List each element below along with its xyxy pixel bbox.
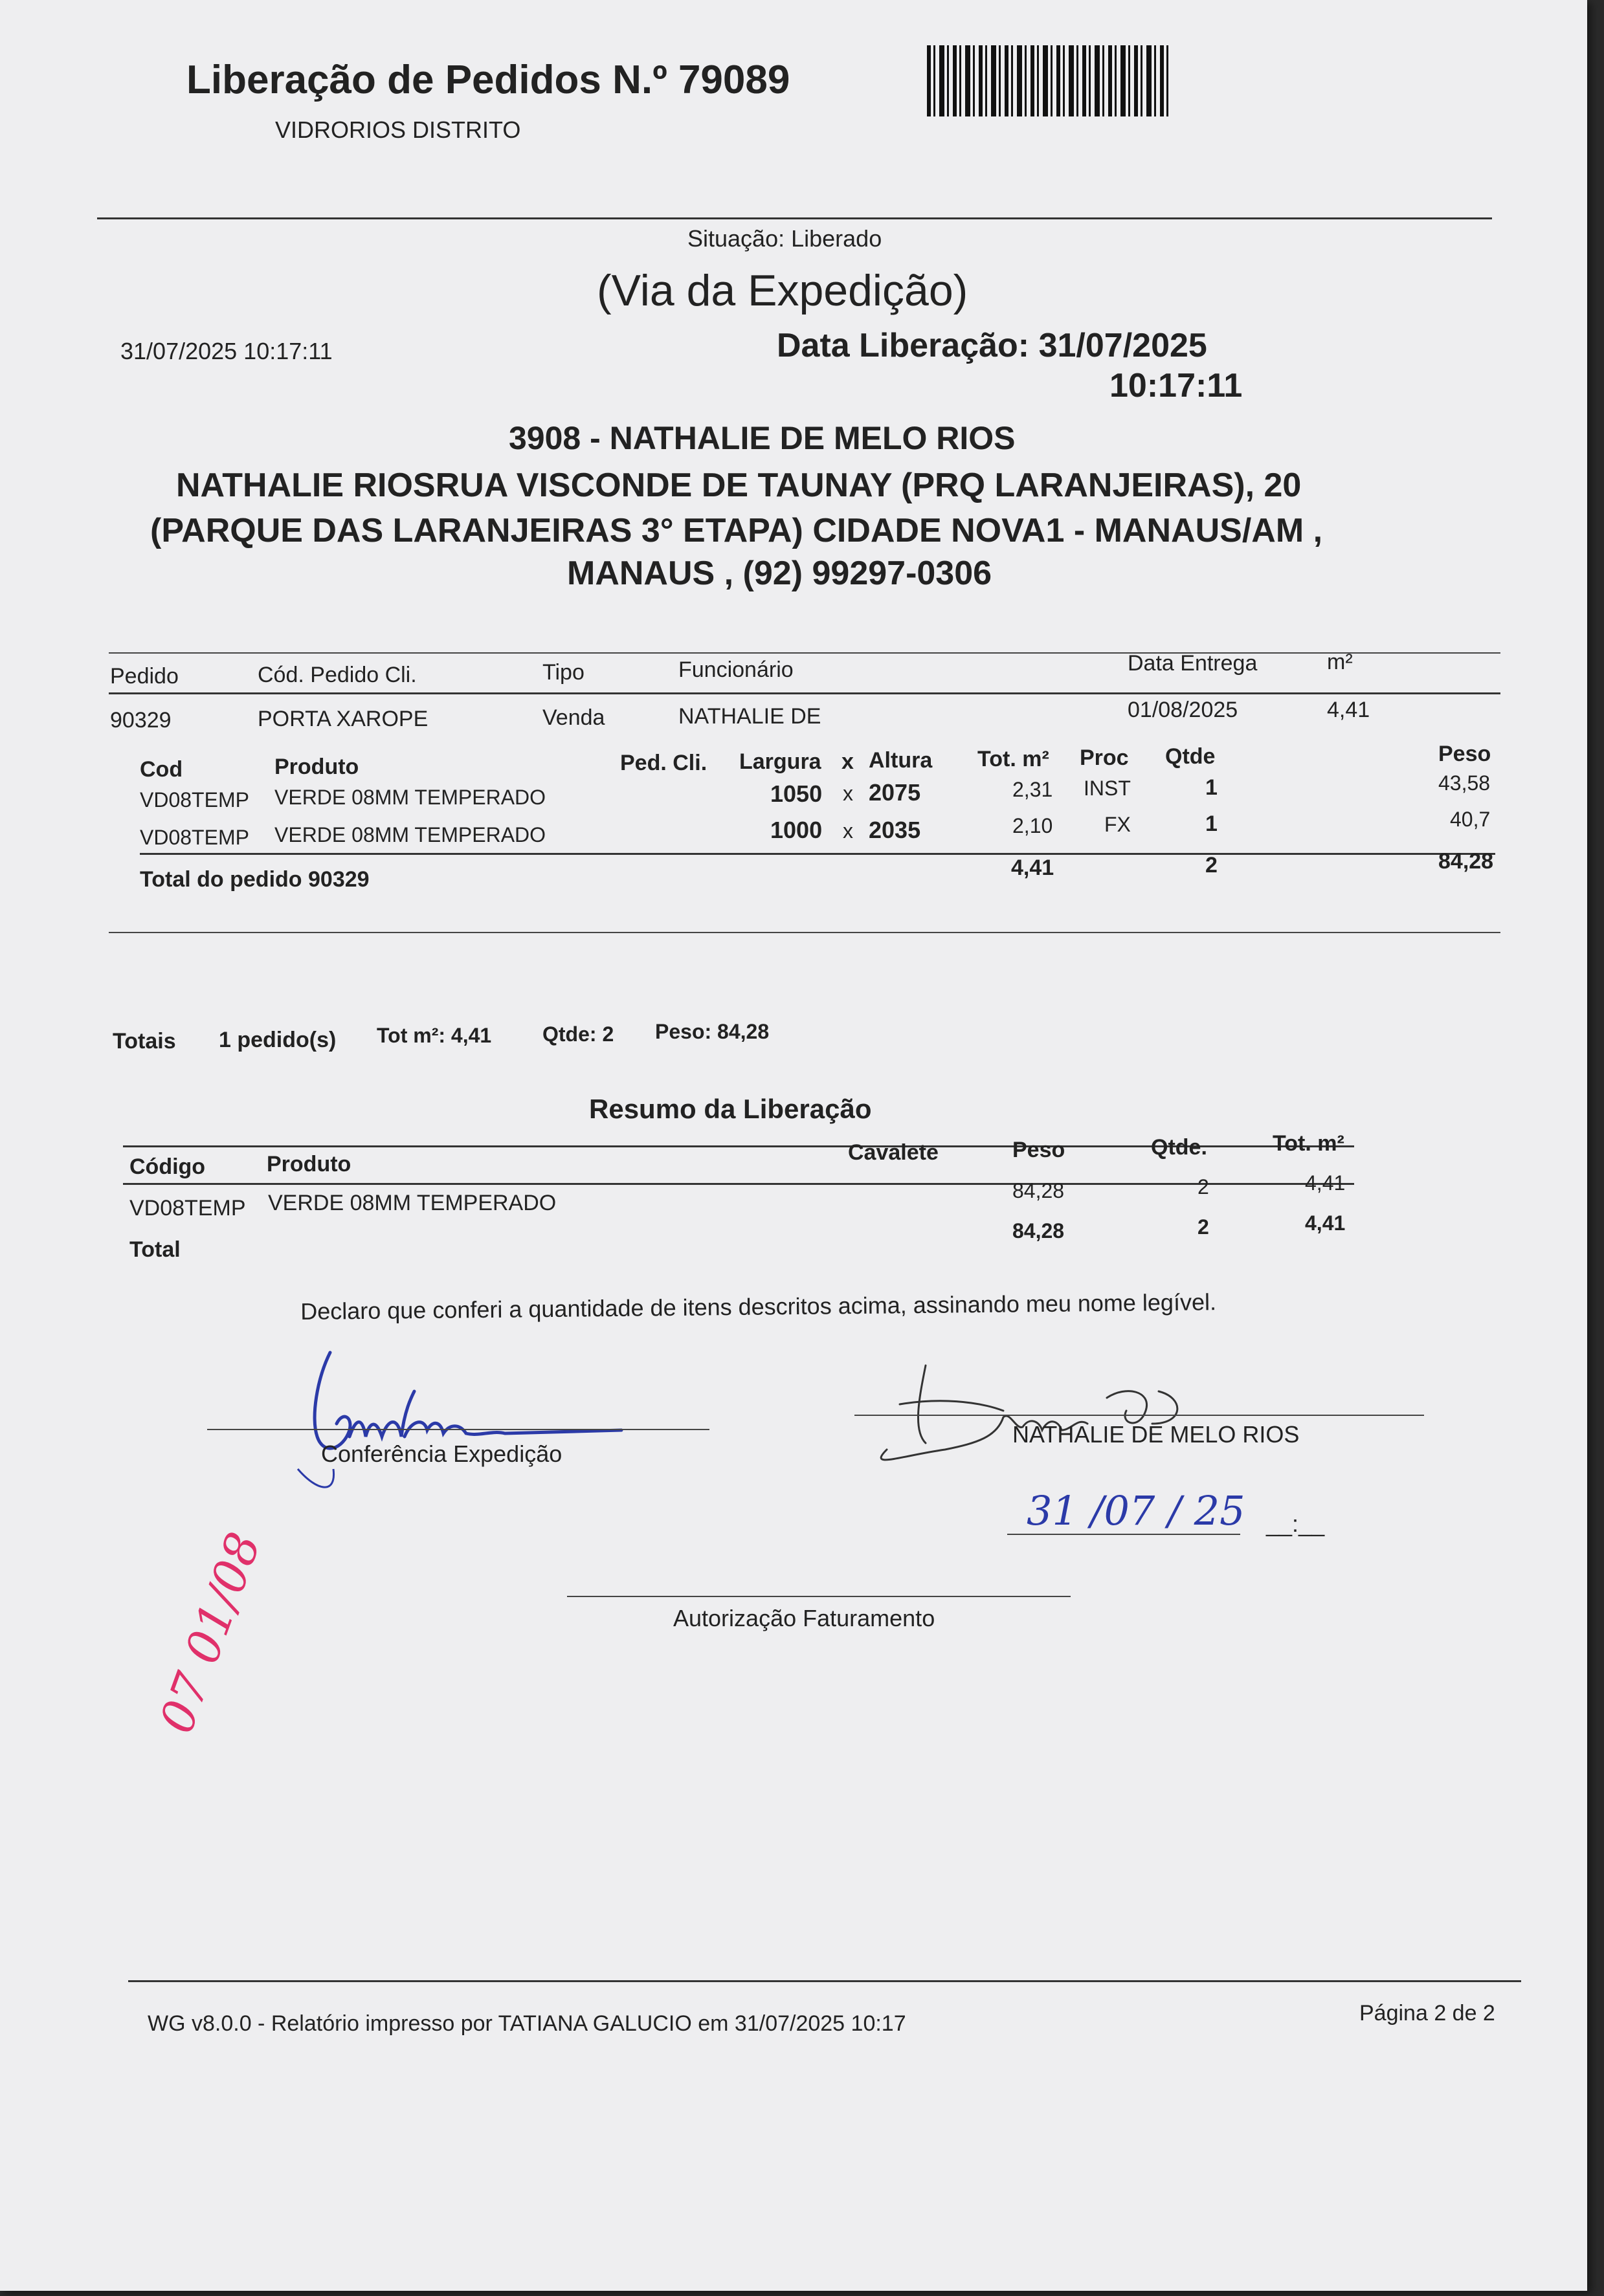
conferencia-label: Conferência Expedição — [321, 1441, 563, 1467]
situacao-label: Situação: Liberado — [687, 225, 882, 252]
totais-qtde: Qtde: 2 — [542, 1022, 614, 1046]
order-total-label: Total do pedido 90329 — [140, 867, 370, 892]
item-1-cod: VD08TEMP — [140, 788, 249, 811]
items-col-produto: Produto — [274, 755, 359, 779]
items-col-proc: Proc — [1080, 745, 1129, 770]
order-funcionario: NATHALIE DE — [678, 704, 821, 729]
resumo-total-tot-m2: 4,41 — [1305, 1211, 1346, 1235]
autorizacao-label: Autorização Faturamento — [673, 1605, 935, 1631]
order-total-m2: 4,41 — [1011, 855, 1054, 880]
date-line — [1007, 1534, 1240, 1535]
divider — [97, 217, 1492, 219]
item-2-tot-m2: 2,10 — [1012, 814, 1053, 837]
item-1-x: x — [843, 782, 853, 805]
items-col-qtde: Qtde — [1165, 744, 1216, 769]
via-label: (Via da Expedição) — [597, 266, 968, 315]
handwritten-date: 31 /07 / 25 — [1027, 1487, 1245, 1534]
totais-tot-m2: Tot m²: 4,41 — [377, 1024, 492, 1047]
divider — [109, 692, 1500, 694]
items-col-largura: Largura — [739, 749, 821, 774]
divider — [128, 1980, 1521, 1982]
resumo-total-qtde: 2 — [1197, 1215, 1209, 1239]
divider — [140, 853, 1495, 855]
divider — [123, 1183, 1354, 1185]
divider — [109, 932, 1500, 933]
resumo-col-peso: Peso — [1012, 1138, 1065, 1162]
items-col-peso: Peso — [1438, 742, 1491, 766]
conferencia-signature — [272, 1340, 634, 1495]
item-1-largura: 1050 — [770, 780, 823, 807]
client-address-line3: MANAUS , (92) 99297-0306 — [567, 555, 992, 592]
resumo-row-codigo: VD08TEMP — [129, 1196, 246, 1220]
order-total-qtde: 2 — [1205, 853, 1218, 878]
totais-label: Totais — [113, 1029, 176, 1054]
signature-line-left — [207, 1429, 709, 1430]
col-pedido: Pedido — [110, 664, 179, 689]
item-2-peso: 40,7 — [1450, 808, 1491, 831]
resumo-row-produto: VERDE 08MM TEMPERADO — [268, 1191, 557, 1215]
time-blank: __:__ — [1266, 1510, 1325, 1537]
footer-printed-by: WG v8.0.0 - Relatório impresso por TATIANA GALUCIO em 31/07/2025 10:17 — [148, 2011, 906, 2036]
resumo-row-peso: 84,28 — [1012, 1179, 1065, 1202]
company-name: VIDRORIOS DISTRITO — [275, 116, 521, 143]
order-total-peso: 84,28 — [1438, 849, 1494, 874]
signature-line-autorizacao — [567, 1596, 1071, 1597]
col-tipo: Tipo — [542, 660, 585, 685]
col-m2: m² — [1327, 650, 1353, 674]
resumo-col-tot-m2: Tot. m² — [1273, 1131, 1344, 1156]
item-2-altura: 2035 — [869, 817, 921, 843]
order-tipo: Venda — [542, 705, 605, 730]
totais-pedidos: 1 pedido(s) — [219, 1028, 337, 1052]
item-1-tot-m2: 2,31 — [1012, 778, 1053, 801]
client-name: 3908 - NATHALIE DE MELO RIOS — [509, 420, 1016, 456]
item-2-largura: 1000 — [770, 817, 823, 843]
margin-note: 07 01/08 — [149, 1525, 272, 1740]
resumo-row-qtde: 2 — [1197, 1175, 1209, 1198]
item-2-produto: VERDE 08MM TEMPERADO — [274, 823, 546, 846]
items-col-ped-cli: Ped. Cli. — [620, 751, 707, 775]
col-funcionario: Funcionário — [678, 657, 794, 682]
data-liberacao-time: 10:17:11 — [1109, 367, 1243, 404]
resumo-total-peso: 84,28 — [1012, 1219, 1065, 1242]
resumo-row-tot-m2: 4,41 — [1305, 1171, 1346, 1195]
document-title: Liberação de Pedidos N.º 79089 — [186, 58, 790, 102]
col-cod-pedido-cli: Cód. Pedido Cli. — [258, 663, 417, 687]
item-1-altura: 2075 — [869, 779, 921, 806]
print-timestamp: 31/07/2025 10:17:11 — [120, 338, 333, 364]
item-2-proc: FX — [1104, 813, 1131, 836]
client-address-line1: NATHALIE RIOSRUA VISCONDE DE TAUNAY (PRQ LARANJEIRAS), 20 — [176, 467, 1302, 504]
item-1-qtde: 1 — [1205, 775, 1218, 800]
resumo-total-label: Total — [129, 1237, 181, 1262]
totais-peso: Peso: 84,28 — [655, 1020, 770, 1043]
data-liberacao: Data Liberação: 31/07/2025 — [777, 327, 1207, 364]
order-cod-pedido-cli: PORTA XAROPE — [258, 707, 429, 731]
order-data-entrega: 01/08/2025 — [1128, 698, 1238, 722]
client-signature-label: NATHALIE DE MELO RIOS — [1012, 1421, 1300, 1448]
barcode — [927, 45, 1172, 116]
item-1-proc: INST — [1084, 777, 1131, 800]
col-data-entrega: Data Entrega — [1128, 651, 1258, 676]
resumo-title: Resumo da Liberação — [589, 1094, 872, 1124]
footer-page: Página 2 de 2 — [1359, 2001, 1495, 2026]
items-col-cod: Cod — [140, 757, 183, 782]
item-2-qtde: 1 — [1205, 811, 1218, 836]
item-1-peso: 43,58 — [1438, 771, 1491, 795]
divider — [109, 652, 1500, 654]
item-2-x: x — [843, 819, 853, 843]
item-1-produto: VERDE 08MM TEMPERADO — [274, 786, 546, 809]
order-pedido: 90329 — [110, 708, 172, 733]
client-address-line2: (PARQUE DAS LARANJEIRAS 3° ETAPA) CIDADE NOVA1 - MANAUS/AM , — [150, 512, 1323, 549]
items-col-tot-m2: Tot. m² — [977, 747, 1049, 771]
resumo-col-codigo: Código — [129, 1154, 206, 1179]
items-col-altura: Altura — [869, 748, 933, 773]
resumo-col-cavalete: Cavalete — [848, 1140, 939, 1165]
item-2-cod: VD08TEMP — [140, 826, 249, 849]
items-col-x: x — [841, 749, 854, 774]
client-signature — [848, 1340, 1210, 1482]
order-m2: 4,41 — [1327, 698, 1370, 722]
declaration-text: Declaro que conferi a quantidade de itens descritos acima, assinando meu nome legível. — [300, 1288, 1217, 1325]
resumo-col-produto: Produto — [267, 1152, 351, 1176]
resumo-col-qtde: Qtde. — [1151, 1135, 1207, 1160]
signature-line-right — [854, 1415, 1424, 1416]
